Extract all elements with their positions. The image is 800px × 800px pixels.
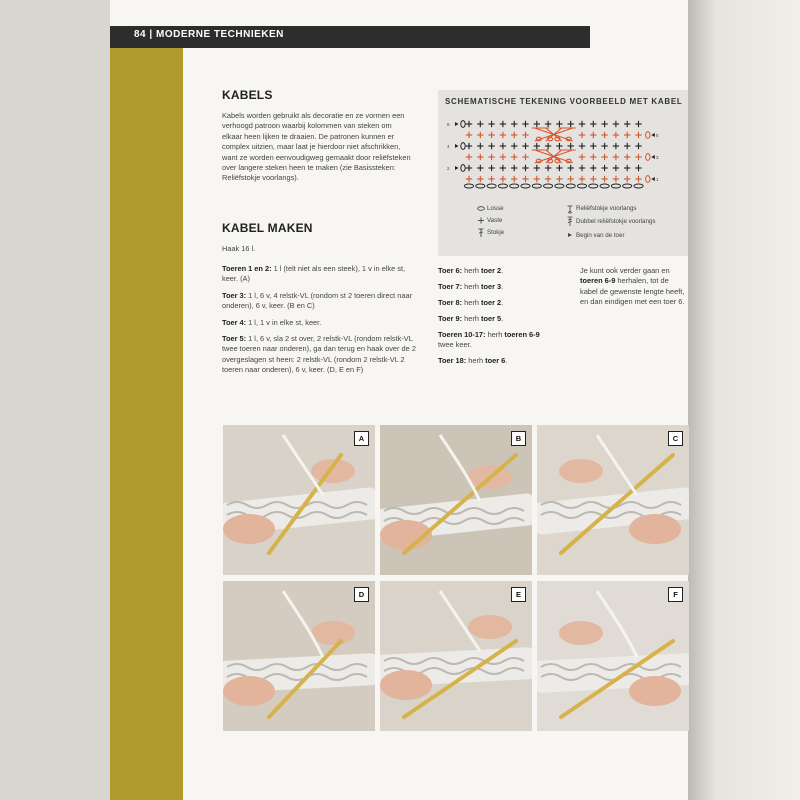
sc-stitch-icon (556, 165, 562, 171)
photo-label-a: A (354, 431, 369, 446)
sc-stitch-icon (488, 154, 494, 160)
foundation-chain-icon (521, 184, 530, 188)
sc-stitch-icon (511, 154, 517, 160)
sc-stitch-icon (601, 143, 607, 149)
sc-stitch-icon (511, 165, 517, 171)
sc-stitch-icon (466, 154, 472, 160)
sc-stitch-icon (477, 143, 483, 149)
fpdc-symbol-icon (568, 206, 573, 214)
sc-stitch-icon (635, 132, 641, 138)
row-start-arrow-icon (651, 177, 655, 181)
sc-stitch-icon (511, 176, 517, 182)
right-row-number: 3 (656, 155, 659, 160)
sc-stitch-icon (477, 132, 483, 138)
sc-stitch-icon (568, 121, 574, 127)
step-photo-d (223, 581, 375, 731)
sc-stitch-icon (635, 121, 641, 127)
sc-stitch-icon (601, 121, 607, 127)
row-start-arrow-icon (455, 122, 459, 126)
sc-stitch-icon (635, 165, 641, 171)
legend-symbols-right (565, 204, 575, 240)
repeat-row: Toer 6: herh toer 2. (438, 266, 504, 275)
sc-stitch-icon (568, 176, 574, 182)
legend-symbols-left (476, 204, 486, 240)
sc-stitch-icon (545, 165, 551, 171)
sc-stitch-icon (613, 143, 619, 149)
sc-stitch-icon (477, 154, 483, 160)
section-title: MODERNE TECHNIEKEN (156, 29, 284, 40)
foundation-chain-icon (476, 184, 485, 188)
row-instruction: Toeren 1 en 2: 1 l (telt niet als een steek), 1 v in elke st, keer. (A) (222, 264, 406, 284)
sc-stitch-icon (522, 176, 528, 182)
sc-stitch-icon (579, 176, 585, 182)
foundation-chain-icon (600, 184, 609, 188)
sc-stitch-icon (556, 143, 562, 149)
sc-stitch-icon (534, 121, 540, 127)
turning-chain-icon (461, 121, 465, 128)
sc-stitch-icon (613, 176, 619, 182)
photo-label-f: F (668, 587, 683, 602)
row-start-arrow-icon (651, 155, 655, 159)
turning-chain-icon (646, 154, 650, 161)
sc-stitch-icon (601, 165, 607, 171)
sc-stitch-icon (545, 176, 551, 182)
repeat-row: Toeren 10-17: herh toeren 6-9 twee keer. (438, 329, 540, 350)
row-start-arrow-icon (568, 233, 572, 237)
sc-stitch-icon (534, 176, 540, 182)
repeat-row: Toer 18: herh toer 6. (438, 355, 508, 365)
sc-stitch-icon (579, 154, 585, 160)
photo-label-c: C (668, 431, 683, 446)
foundation-chain-icon (555, 184, 564, 188)
stitch-chart-rows (455, 121, 655, 188)
sc-stitch-icon (477, 176, 483, 182)
heading-kabels: KABELS (222, 88, 273, 102)
sc-stitch-icon (590, 143, 596, 149)
step-photo-c (537, 425, 689, 575)
row-instruction: Toer 5: 1 l, 6 v, sla 2 st over, 2 relstk-VL (rondom relstk-VL twee toeren naar onderen), ga dan terug en haak over de 2 overgeslagen st heen: 2 relstk-VL (rondom 2 relstk-VL 2 toeren naar onderen), 6 v, keer. (D, E en F) (222, 334, 416, 375)
sc-stitch-icon (579, 121, 585, 127)
crochet-photo-icon (223, 425, 375, 575)
repeat-instructions (438, 266, 548, 372)
sc-stitch-icon (522, 121, 528, 127)
foundation-chain-icon (589, 184, 598, 188)
intro-paragraph: Kabels worden gebruikt als decoratie en ze vormen een verhoogd patroon waarbij kolommen van steken om elkaar heen lijken te draaien. De patronen kunnen er complex uitzien, maar laat je hierdoor niet afschrikken, want ze worden eenvoudigweg gemaakt door reliëfsteken over langere steken heen te maken (zie Basissteken: Reliëfstokje voorlangs). (222, 111, 411, 183)
sc-stitch-icon (556, 176, 562, 182)
foundation-chain-icon (510, 184, 519, 188)
repeat-row: Toer 8: herh toer 2. (438, 297, 504, 307)
sc-stitch-icon (613, 154, 619, 160)
stitch-chart (438, 112, 688, 192)
sc-stitch-icon (590, 165, 596, 171)
right-row-number: 5 (656, 133, 659, 138)
row-instruction: Toer 3: 1 l, 6 v, 4 relstk-VL (rondom st 2 toeren direct naar onderen), 6 v, keer. (B en C) (222, 290, 413, 311)
photo-label-b: B (511, 431, 526, 446)
crochet-photo-icon (223, 581, 375, 731)
running-header (134, 29, 284, 40)
sc-stitch-icon (500, 121, 506, 127)
sc-stitch-icon (635, 176, 641, 182)
cable-cross-icon (532, 150, 576, 163)
sc-stitch-icon (466, 132, 472, 138)
sc-stitch-icon (590, 132, 596, 138)
sc-stitch-icon (500, 132, 506, 138)
legend-fpdc: Reliëfstokje voorlangs (576, 205, 637, 212)
sc-stitch-icon (613, 121, 619, 127)
sc-stitch-icon (511, 132, 517, 138)
sc-stitch-icon (568, 143, 574, 149)
sc-stitch-icon (477, 121, 483, 127)
sc-stitch-icon (624, 154, 630, 160)
sc-stitch-icon (477, 165, 483, 171)
sc-stitch-icon (635, 154, 641, 160)
row-start-arrow-icon (651, 133, 655, 137)
heading-kabel-maken: KABEL MAKEN (222, 221, 313, 235)
page-number: 84 (134, 29, 147, 40)
legend-fptr: Dubbel reliëfstokje voorlangs (576, 218, 656, 225)
row-start-arrow-icon (455, 144, 459, 148)
repeat-row: Toer 7: herh toer 3. (438, 281, 504, 291)
sc-stitch-icon (522, 154, 528, 160)
sc-stitch-icon (601, 132, 607, 138)
sc-stitch-icon (545, 121, 551, 127)
sc-stitch-icon (534, 165, 540, 171)
sc-stitch-icon (556, 121, 562, 127)
foundation-chain-icon (498, 184, 507, 188)
crochet-photo-icon (537, 425, 689, 575)
sc-stitch-icon (579, 165, 585, 171)
chain-symbol-icon (478, 207, 485, 211)
sc-stitch-icon (590, 176, 596, 182)
sc-stitch-icon (601, 154, 607, 160)
sc-stitch-icon (545, 143, 551, 149)
left-row-number: 6 (447, 122, 450, 127)
sc-stitch-icon (466, 143, 472, 149)
left-row-number: 2 (447, 166, 450, 171)
foundation-chain-icon (487, 184, 496, 188)
crochet-photo-icon (380, 425, 532, 575)
turning-chain-icon (461, 143, 465, 150)
sc-stitch-icon (579, 143, 585, 149)
sc-stitch-icon (624, 143, 630, 149)
row-numbers (447, 122, 659, 182)
turning-chain-icon (461, 165, 465, 172)
legend-chain: Losse (487, 205, 504, 212)
sc-stitch-icon (635, 143, 641, 149)
sc-stitch-icon (500, 176, 506, 182)
foundation-chain-icon (464, 184, 473, 188)
chain-instruction: Haak 16 l. (222, 244, 256, 253)
chart-title: SCHEMATISCHE TEKENING VOORBEELD MET KABEL (445, 97, 683, 106)
sc-stitch-icon (500, 143, 506, 149)
fptr-symbol-icon (568, 217, 573, 226)
sc-symbol-icon (478, 218, 484, 224)
row-instruction: Toer 4: 1 l, 1 v in elke st, keer. (222, 317, 322, 327)
foundation-chain-icon (577, 184, 586, 188)
photo-label-e: E (511, 587, 526, 602)
sc-stitch-icon (488, 165, 494, 171)
cable-cross-icon (532, 128, 576, 141)
sc-stitch-icon (579, 132, 585, 138)
sc-stitch-icon (624, 121, 630, 127)
left-row-number: 4 (447, 144, 450, 149)
foundation-chain-icon (634, 184, 643, 188)
foundation-chain-icon (544, 184, 553, 188)
sc-stitch-icon (488, 176, 494, 182)
photo-label-d: D (354, 587, 369, 602)
sc-stitch-icon (511, 121, 517, 127)
legend-sc: Vaste (487, 217, 503, 224)
sc-stitch-icon (613, 132, 619, 138)
sc-stitch-icon (624, 176, 630, 182)
sc-stitch-icon (624, 132, 630, 138)
header-separator: | (149, 29, 153, 40)
sc-stitch-icon (500, 165, 506, 171)
sc-stitch-icon (511, 143, 517, 149)
dc-symbol-icon (479, 229, 484, 237)
foundation-chain-icon (623, 184, 632, 188)
step-photo-e (380, 581, 532, 731)
step-photo-b (380, 425, 532, 575)
sc-stitch-icon (613, 165, 619, 171)
sc-stitch-icon (534, 143, 540, 149)
row-start-arrow-icon (455, 166, 459, 170)
sc-stitch-icon (488, 132, 494, 138)
step-photo-f (537, 581, 689, 731)
sc-stitch-icon (500, 154, 506, 160)
side-note: Je kunt ook verder gaan en toeren 6-9 herhalen, tot de kabel de gewenste lengte heeft, en dan eindigen met een toer 6. (580, 266, 685, 307)
crochet-photo-icon (537, 581, 689, 731)
crochet-photo-icon (380, 581, 532, 731)
sc-stitch-icon (522, 165, 528, 171)
legend-dc: Stokje (487, 229, 505, 236)
sc-stitch-icon (590, 154, 596, 160)
sc-stitch-icon (590, 121, 596, 127)
foundation-chain-icon (611, 184, 620, 188)
row-instructions (222, 264, 418, 382)
sc-stitch-icon (522, 143, 528, 149)
sc-stitch-icon (466, 176, 472, 182)
repeat-row: Toer 9: herh toer 5. (438, 313, 504, 323)
turning-chain-icon (646, 132, 650, 139)
legend-start: Begin van de toer (576, 232, 625, 239)
right-row-number: 1 (656, 177, 659, 182)
page-curl-shadow (688, 0, 800, 800)
foundation-chain-icon (566, 184, 575, 188)
sc-stitch-icon (522, 132, 528, 138)
sc-stitch-icon (488, 121, 494, 127)
sc-stitch-icon (624, 165, 630, 171)
sc-stitch-icon (488, 143, 494, 149)
sc-stitch-icon (466, 165, 472, 171)
sc-stitch-icon (568, 165, 574, 171)
sc-stitch-icon (466, 121, 472, 127)
sc-stitch-icon (601, 176, 607, 182)
foundation-chain-icon (532, 184, 541, 188)
step-photo-a (223, 425, 375, 575)
turning-chain-icon (646, 176, 650, 183)
gold-side-band (110, 48, 183, 800)
